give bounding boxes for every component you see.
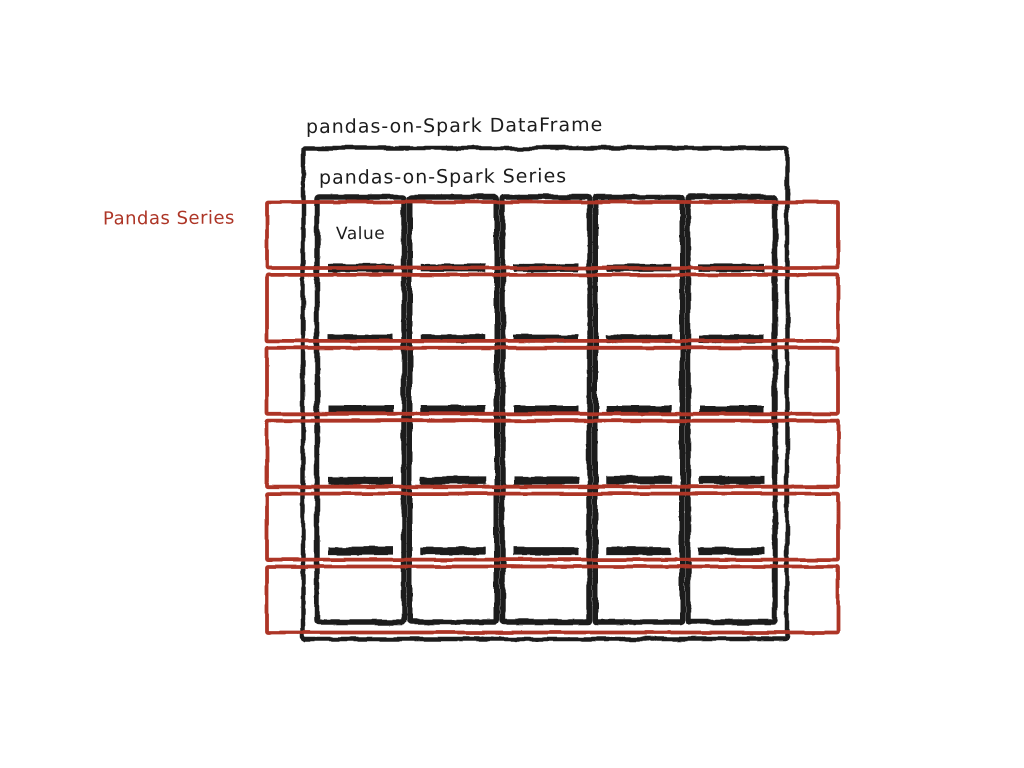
dataframe-title: pandas-on-Spark DataFrame xyxy=(305,113,604,139)
pandas-series-row xyxy=(267,275,838,341)
spark-series-label: pandas-on-Spark Series xyxy=(318,165,568,189)
pandas-series-label: Pandas Series xyxy=(102,207,235,230)
red-sketch-group xyxy=(267,202,838,633)
pandas-series-row xyxy=(267,348,838,414)
value-label: Value xyxy=(335,223,386,245)
